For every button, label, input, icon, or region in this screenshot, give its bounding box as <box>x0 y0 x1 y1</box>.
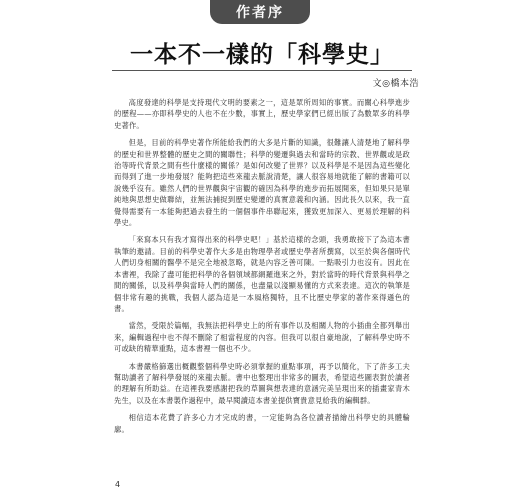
paragraph-4: 當然，受限於篇幅，我無法把科學史上的所有事件以及相關人物的小插曲全都列舉出來，編輯過程中也不得不刪除了相當程度的內容。但我可以很自豪地說，了解科學史時不可或缺的精華重點，這本書裡一個也不少。 <box>114 321 410 354</box>
page-number: 4 <box>115 480 121 489</box>
preface-body <box>114 97 410 441</box>
paragraph-1: 高度發達的科學是支持現代文明的要素之一，這是眾所周知的事實。而關心科學進步的歷程——亦即科學史的人也不在少數，事實上，歷史學家們已經出版了為數眾多的科學史著作。 <box>114 98 410 130</box>
paragraph-3: 「來寫本只有我才寫得出來的科學史吧！」基於這樣的念頭，我勇敢接下了為這本書執筆的邀請。目前的科學史著作大多是由物理學者或歷史學者所撰寫，以至於與各個時代人們切身相關的醫學不是完全地被忽略，就是內容乏善可陳。一點吸引力也沒有。因此在本書裡，我除了盡可能把科學的各個領域都網羅進來之外，對於當時的時代背景與科學之間的關係，以及科學與當時人們的關係，也盡量以淺顯易懂的方式來表達。這次的執筆是個非常有趣的挑戰，我個人認為這是一本風格獨特，且不比歷史學家的著作來得遜色的書。 <box>114 235 410 313</box>
author-byline: 文◎橋本浩 <box>372 79 419 89</box>
section-header-tab <box>210 0 310 24</box>
paragraph-6: 相信這本花費了許多心力才完成的書，一定能夠為各位讀者描繪出科學史的具體輪廓。 <box>114 413 410 434</box>
paragraph-5: 本書嚴格篩選出概觀整個科學史時必須掌握的重點事項，再予以簡化，下了許多工夫幫助讀者了解科學發展的來龍去脈。書中也整理出非常多的圖表，希望這些圖表對於讀者的理解有所助益。在這裡我要感謝把我的草圖與想表達的意涵完美呈現出來的插畫家青木先生，以及在本書製作過程中，最早閱讀這本書並提供寶貴意見給我的編輯群。 <box>114 361 410 405</box>
section-header-label: 作者序 <box>236 5 284 21</box>
title-underline <box>112 70 412 71</box>
page-title: 一本不一樣的「科學史」 <box>130 42 394 68</box>
paragraph-2: 但是，目前的科學史著作所能給我們的大多是片斷的知識，很難讓人清楚地了解科學的歷史和世界整體的歷史之間的關聯性；科學的變遷與過去和當時的宗教、世界觀或是政治等時代背景之間有些什麼樣的關係？是如何改變了世界？以及科學是不是因為這些變化而得到了進一步地發展？能夠把這些來龍去脈說清楚，讓人很容易地就能了解的書籍可以說幾乎沒有。雖然人們的世界觀與宇宙觀的確因為科學的進步而拓展開來，但如果只是單純地與思想史做聯結，並無法捕捉到歷史變遷的真實意義和內涵。因此長久以來，我一直覺得需要有一本能夠把過去發生的一個個事件串聯起來，獲致更加深入、更易於理解的科學史。 <box>114 138 410 228</box>
